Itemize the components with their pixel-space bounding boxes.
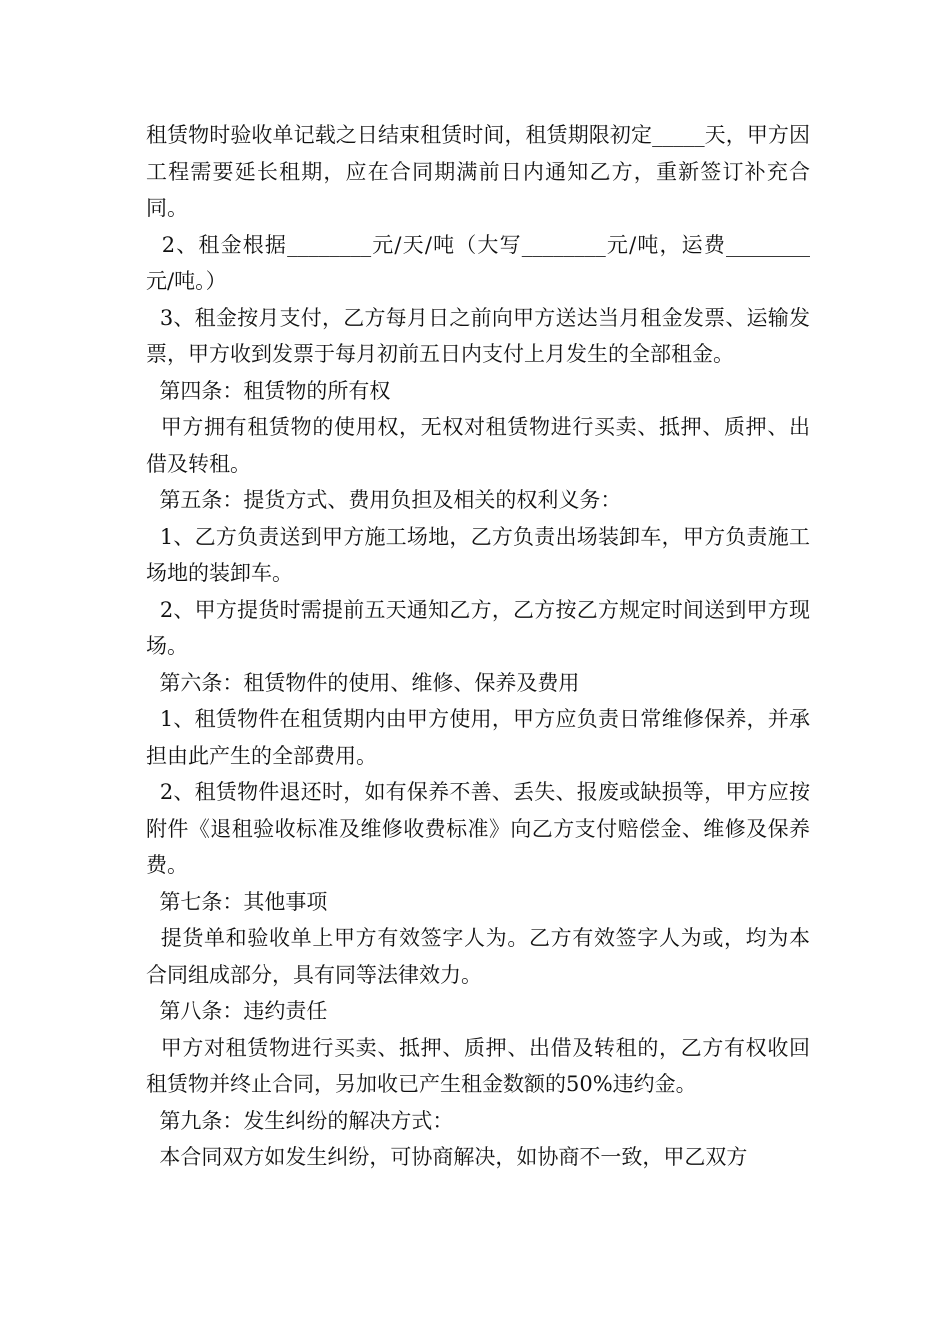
heading-article-8: 第八条：违约责任 <box>146 999 328 1023</box>
paragraph-maintenance-2: 2、租赁物件退还时，如有保养不善、丢失、报废或缺损等，甲方应按附件《退租验收标准及维修收费标准》向乙方支付赔偿金、维修及保养费。 <box>146 780 810 877</box>
paragraph-breach: 甲方对租赁物进行买卖、抵押、质押、出借及转租的，乙方有权收回租赁物并终止合同，另加收已产生租金数额的50%违约金。 <box>146 1035 810 1096</box>
document-body <box>146 117 810 1176</box>
heading-article-9: 第九条：发生纠纷的解决方式： <box>146 1108 454 1133</box>
paragraph-delivery-2: 2、甲方提货时需提前五天通知乙方，乙方按乙方规定时间送到甲方现场。 <box>146 597 810 658</box>
paragraph-rent-rate: 2、租金根据________元/天/吨（大写________元/吨，运费________元/吨。） <box>146 232 810 293</box>
paragraph-rent-payment: 3、租金按月支付，乙方每月日之前向甲方送达当月租金发票、运输发票，甲方收到发票于每月初前五日内支付上月发生的全部租金。 <box>146 305 810 366</box>
heading-article-7: 第七条：其他事项 <box>146 889 328 914</box>
paragraph-other-matters: 提货单和验收单上甲方有效签字人为。乙方有效签字人为或，均为本合同组成部分，具有同等法律效力。 <box>146 926 810 987</box>
heading-article-6: 第六条：租赁物件的使用、维修、保养及费用 <box>146 670 580 695</box>
paragraph-delivery-1: 1、乙方负责送到甲方施工场地，乙方负责出场装卸车，甲方负责施工场地的装卸车。 <box>146 524 810 585</box>
paragraph-dispute: 本合同双方如发生纠纷，可协商解决，如协商不一致，甲乙双方 <box>146 1145 748 1169</box>
heading-article-4: 第四条：租赁物的所有权 <box>146 378 391 403</box>
paragraph-maintenance-1: 1、租赁物件在租赁期内由甲方使用，甲方应负责日常维修保养，并承担由此产生的全部费用。 <box>146 707 810 768</box>
paragraph-lease-term: 租赁物时验收单记载之日结束租赁时间，租赁期限初定_____天，甲方因工程需要延长租期，应在合同期满前日内通知乙方，重新签订补充合同。 <box>146 123 810 220</box>
paragraph-ownership: 甲方拥有租赁物的使用权，无权对租赁物进行买卖、抵押、质押、出借及转租。 <box>146 415 810 476</box>
heading-article-5: 第五条：提货方式、费用负担及相关的权利义务： <box>146 488 622 512</box>
